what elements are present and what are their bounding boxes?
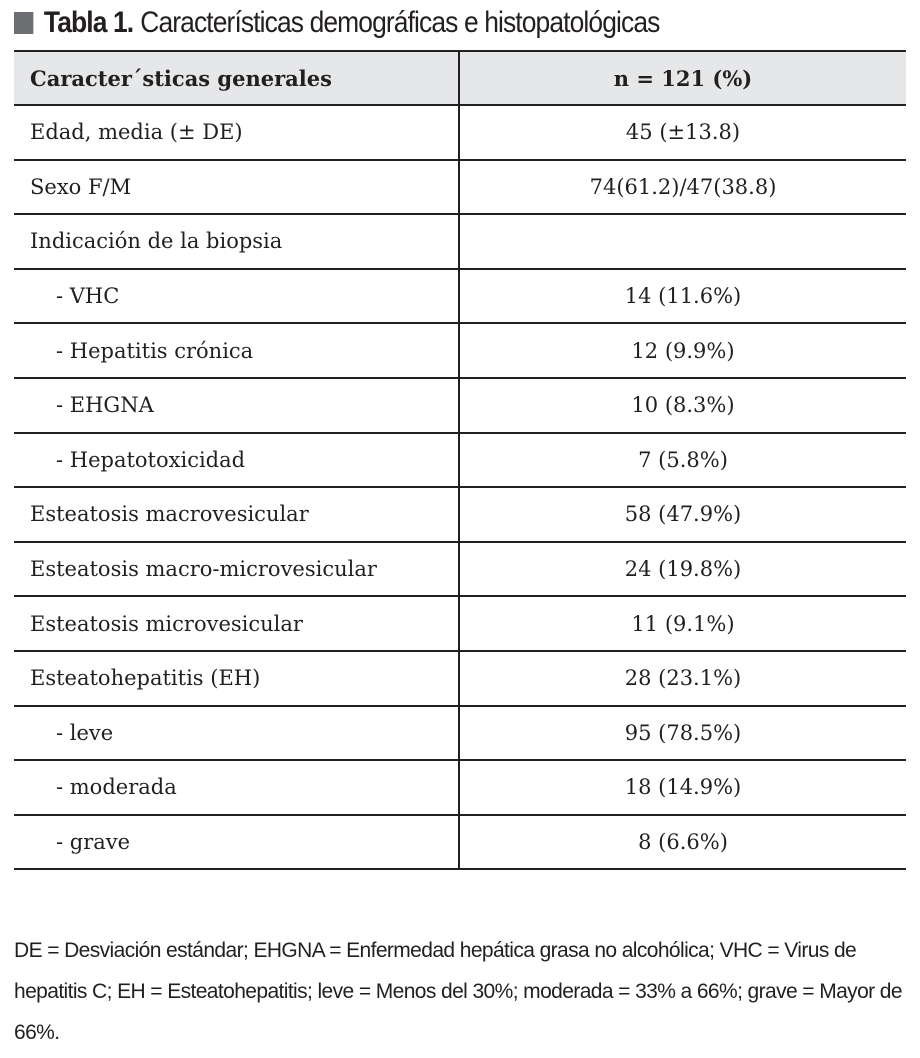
row-label: Edad, media (± DE) — [14, 105, 459, 160]
table-row — [14, 706, 906, 761]
table-title — [14, 6, 659, 40]
row-label: - EHGNA — [14, 378, 459, 433]
header-characteristics: Caracter´sticas generales — [14, 51, 459, 105]
row-label: Sexo F/M — [14, 160, 459, 215]
row-value: 58 (47.9%) — [459, 487, 906, 542]
table-row — [14, 542, 906, 597]
row-label: Esteatohepatitis (EH) — [14, 651, 459, 706]
table-row — [14, 596, 906, 651]
table-header-row — [14, 51, 906, 105]
row-label: Esteatosis macro-microvesicular — [14, 542, 459, 597]
table-row — [14, 160, 906, 215]
row-value: 8 (6.6%) — [459, 815, 906, 870]
table-row — [14, 815, 906, 870]
row-value: 28 (23.1%) — [459, 651, 906, 706]
table-row — [14, 378, 906, 433]
row-label: - moderada — [14, 760, 459, 815]
title-square-icon — [14, 12, 33, 34]
table-row — [14, 651, 906, 706]
row-value: 95 (78.5%) — [459, 706, 906, 761]
row-value: 10 (8.3%) — [459, 378, 906, 433]
table-row — [14, 105, 906, 160]
table-caption: Características demográficas e histopatológicas — [140, 6, 660, 39]
header-count: n = 121 (%) — [459, 51, 906, 105]
row-label: - grave — [14, 815, 459, 870]
table-row — [14, 323, 906, 378]
table-row — [14, 433, 906, 488]
row-value: 24 (19.8%) — [459, 542, 906, 597]
row-value: 7 (5.8%) — [459, 433, 906, 488]
table-number: Tabla 1. — [43, 6, 134, 39]
table-row — [14, 269, 906, 324]
row-value: 12 (9.9%) — [459, 323, 906, 378]
row-label: - VHC — [14, 269, 459, 324]
row-label: - Hepatitis crónica — [14, 323, 459, 378]
row-label: - Hepatotoxicidad — [14, 433, 459, 488]
row-label: Esteatosis microvesicular — [14, 596, 459, 651]
row-value: 11 (9.1%) — [459, 596, 906, 651]
table-footnote: DE = Desviación estándar; EHGNA = Enfermedad hepática grasa no alcohólica; VHC = Virus de hepatitis C; EH = Esteatohepatitis; leve = Menos del 30%; moderada = 33% a 66%; grave = Mayor de 66%. — [14, 939, 902, 1044]
table-row — [14, 760, 906, 815]
table-row — [14, 214, 906, 269]
row-value: 14 (11.6%) — [459, 269, 906, 324]
table-row — [14, 487, 906, 542]
row-label: Esteatosis macrovesicular — [14, 487, 459, 542]
row-value: 74(61.2)/47(38.8) — [459, 160, 906, 215]
demographics-table — [14, 50, 906, 870]
row-label: - leve — [14, 706, 459, 761]
row-label: Indicación de la biopsia — [14, 214, 459, 269]
row-value: 45 (±13.8) — [459, 105, 906, 160]
row-value — [459, 214, 906, 269]
row-value: 18 (14.9%) — [459, 760, 906, 815]
